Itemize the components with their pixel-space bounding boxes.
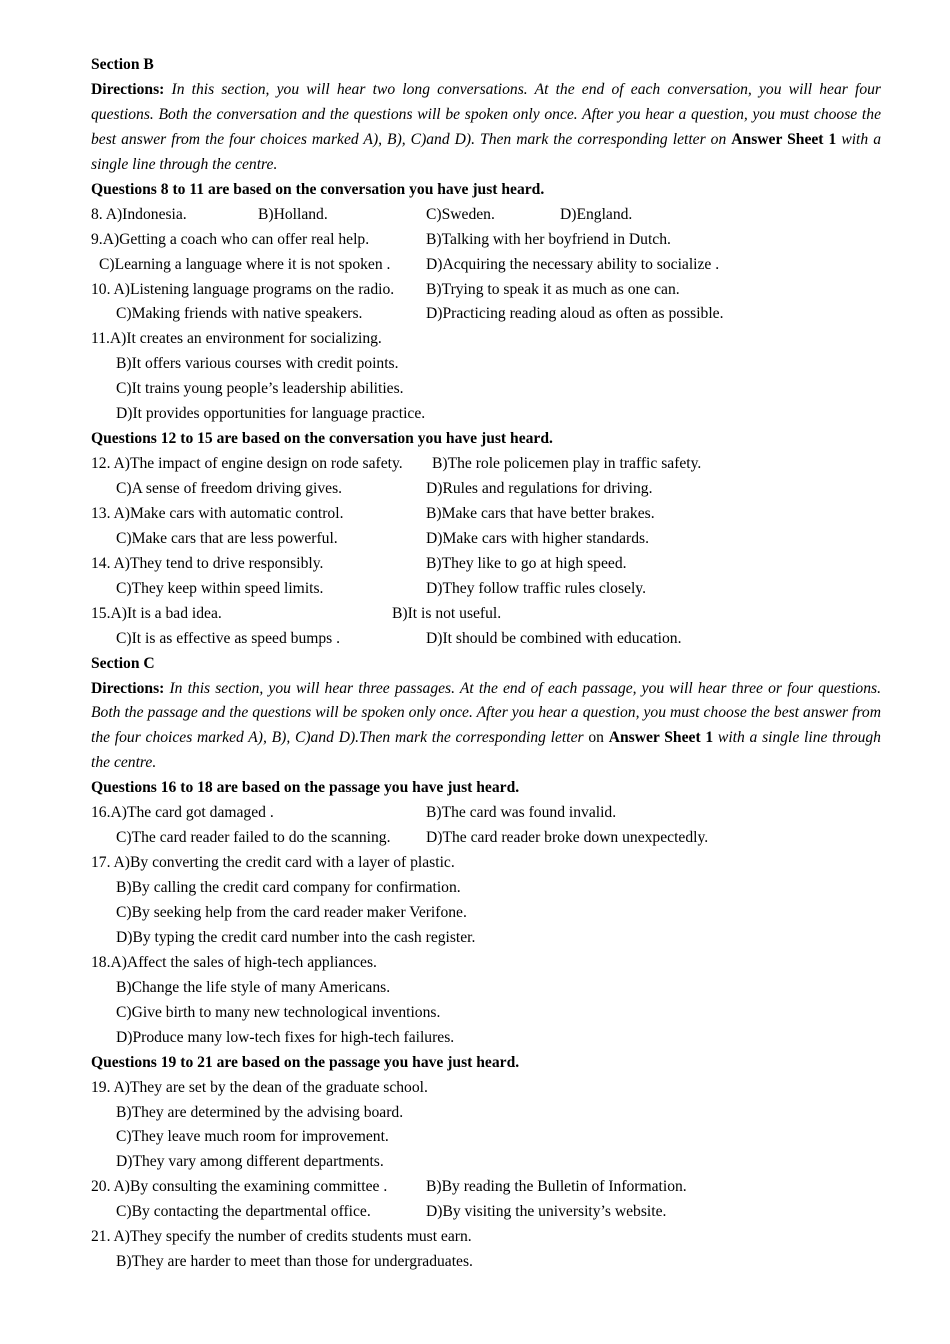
directions-tail: with a single line through the centre. (91, 130, 881, 173)
option-a: 9.A)Getting a coach who can offer real help. (91, 230, 370, 248)
directions-label: Directions: (91, 679, 165, 697)
option-d: D)By visiting the university’s website. (426, 1203, 667, 1221)
question-12-row1 (91, 452, 881, 477)
question-17-d: D)By typing the credit card number into the cash register. (116, 928, 476, 946)
option-a: 8. A)Indonesia. (91, 205, 187, 223)
option-b: B)The card was found invalid. (426, 804, 617, 822)
question-11-c: C)It trains young people’s leadership abilities. (116, 380, 404, 398)
question-19-d: D)They vary among different departments. (116, 1153, 384, 1171)
question-group-heading: Questions 16 to 18 are based on the passage you have just heard. (91, 779, 520, 797)
option-b: B)Talking with her boyfriend in Dutch. (426, 230, 671, 248)
section-c-directions (91, 677, 881, 777)
exam-page (91, 53, 881, 1275)
option-d: D)Acquiring the necessary ability to socialize . (426, 255, 720, 273)
question-10-row1 (91, 278, 881, 303)
option-b: B)It is not useful. (392, 604, 502, 622)
question-11-a: 11.A)It creates an environment for socializing. (91, 330, 382, 348)
option-c: C)The card reader failed to do the scanning. (116, 829, 391, 847)
answer-sheet-label: Answer Sheet 1 (608, 729, 714, 747)
directions-tail: with a single line through the centre. (91, 729, 881, 772)
option-c: C)By contacting the departmental office. (116, 1203, 371, 1221)
option-a: 12. A)The impact of engine design on rode safety. (91, 455, 403, 473)
question-11-d: D)It provides opportunities for language practice. (116, 405, 426, 423)
question-14-row2 (91, 577, 881, 602)
question-11-b: B)It offers various courses with credit points. (116, 355, 399, 373)
question-18-b: B)Change the life style of many Americans. (116, 978, 391, 996)
option-d: D)Rules and regulations for driving. (426, 480, 653, 497)
question-18-d: D)Produce many low-tech fixes for high-tech failures. (116, 1028, 455, 1046)
option-a: 13. A)Make cars with automatic control. (91, 504, 344, 522)
question-12-row2 (91, 477, 881, 502)
option-d: D)The card reader broke down unexpectedly. (426, 829, 709, 847)
question-13-row2 (91, 527, 881, 552)
question-20-row2 (91, 1200, 881, 1225)
option-c: C)It is as effective as speed bumps . (116, 629, 341, 647)
question-15-row1 (91, 602, 881, 627)
question-8 (91, 203, 881, 228)
option-d: D)Practicing reading aloud as often as possible. (426, 305, 724, 323)
question-19-b: B)They are determined by the advising board. (116, 1103, 404, 1121)
directions-text: In this section, you will hear three passages. At the end of each passage, you will hear three or four questions. Both the passage and the questions will be spoken only once. After you hear a question, you must choose the best answer from the four choices marked A), B), C)and D).Then mark the corresponding letter (91, 679, 881, 747)
option-a: 20. A)By consulting the examining committee . (91, 1178, 388, 1196)
question-18-c: C)Give birth to many new technological inventions. (116, 1003, 441, 1021)
option-d: D)England. (560, 205, 633, 223)
question-group-heading: Questions 12 to 15 are based on the conversation you have just heard. (91, 430, 553, 448)
question-21-b: B)They are harder to meet than those for undergraduates. (116, 1253, 473, 1271)
question-20-row1 (91, 1175, 881, 1200)
option-a: 16.A)The card got damaged . (91, 804, 274, 822)
question-9-row2 (91, 253, 881, 278)
option-c: C)Learning a language where it is not spoken . (99, 255, 391, 273)
option-d: D)It should be combined with education. (426, 629, 682, 647)
question-16-row1 (91, 801, 881, 826)
question-17-a: 17. A)By converting the credit card with a layer of plastic. (91, 854, 455, 872)
question-19-a: 19. A)They are set by the dean of the graduate school. (91, 1078, 428, 1096)
question-14-row1 (91, 552, 881, 577)
option-d: D)Make cars with higher standards. (426, 529, 650, 547)
directions-label: Directions: (91, 80, 165, 98)
option-b: B)The role policemen play in traffic safety. (432, 455, 702, 473)
section-b-title: Section B (91, 56, 154, 73)
option-a: 14. A)They tend to drive responsibly. (91, 554, 324, 572)
option-b: B)By reading the Bulletin of Information. (426, 1178, 687, 1196)
question-group-heading: Questions 19 to 21 are based on the passage you have just heard. (91, 1053, 520, 1071)
question-17-c: C)By seeking help from the card reader maker Verifone. (116, 904, 467, 921)
option-b: B)Holland. (258, 205, 328, 223)
option-b: B)Trying to speak it as much as one can. (426, 280, 680, 298)
option-a: 15.A)It is a bad idea. (91, 604, 222, 622)
question-10-row2 (91, 302, 881, 327)
option-b: B)They like to go at high speed. (426, 554, 627, 572)
directions-on: on (588, 729, 604, 747)
option-a: 10. A)Listening language programs on the radio. (91, 280, 395, 298)
question-15-row2 (91, 627, 881, 652)
directions-text: In this section, you will hear two long conversations. At the end of each conversation, you will hear four questions. Both the conversation and the questions will be spoken only once. After you hear a question, you must choose the best answer from the four choices marked A), B), C)and D). Then mark the corresponding letter on (91, 80, 881, 148)
question-21-a: 21. A)They specify the number of credits students must earn. (91, 1228, 472, 1246)
option-c: C)Sweden. (426, 205, 495, 223)
section-b-directions (91, 78, 881, 178)
question-group-heading: Questions 8 to 11 are based on the conversation you have just heard. (91, 180, 545, 198)
option-c: C)Making friends with native speakers. (116, 305, 363, 323)
option-c: C)Make cars that are less powerful. (116, 529, 338, 547)
option-c: C)A sense of freedom driving gives. (116, 480, 343, 497)
question-17-b: B)By calling the credit card company for confirmation. (116, 879, 461, 897)
question-16-row2 (91, 826, 881, 851)
option-d: D)They follow traffic rules closely. (426, 579, 646, 597)
answer-sheet-label: Answer Sheet 1 (731, 130, 837, 148)
question-19-c: C)They leave much room for improvement. (116, 1128, 389, 1146)
option-c: C)They keep within speed limits. (116, 579, 324, 597)
option-b: B)Make cars that have better brakes. (426, 504, 655, 522)
question-9-row1 (91, 228, 881, 253)
question-13-row1 (91, 502, 881, 527)
question-18-a: 18.A)Affect the sales of high-tech appliances. (91, 953, 377, 971)
section-c-title: Section C (91, 654, 155, 672)
